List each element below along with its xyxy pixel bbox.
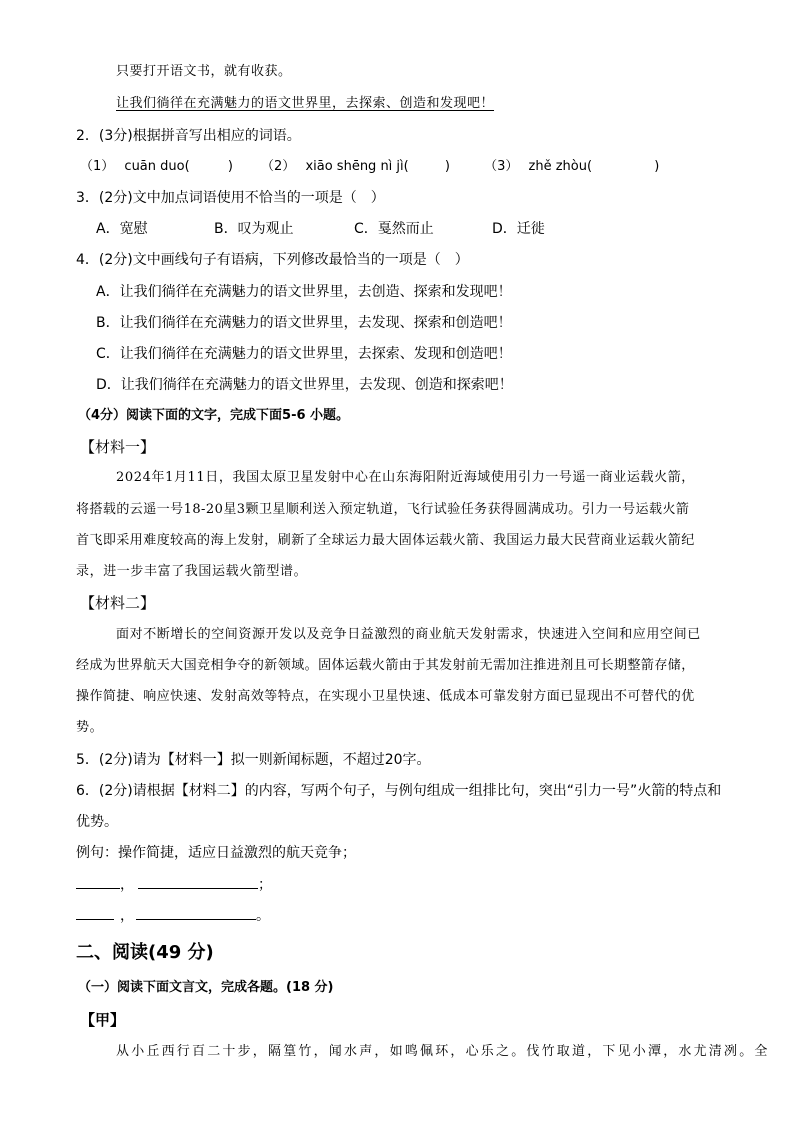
material-2-line: 经成为世界航天大国竞相争夺的新领域。固体运载火箭由于其发射前无需加注推进剂且可长期整箭存储， bbox=[76, 658, 695, 673]
q2-item-3-num: （3） bbox=[484, 159, 519, 174]
q3-option-d: D．迁徙 bbox=[492, 221, 545, 237]
question-2-items bbox=[80, 157, 659, 177]
answer-line-2 bbox=[76, 905, 270, 926]
q2-item-2-pinyin: xiāo shēng nì jì( bbox=[305, 159, 409, 174]
question-6-stem-cont: 优势。 bbox=[76, 814, 118, 830]
section-2-subtitle: （一）阅读下面文言文，完成各题。(18 分) bbox=[78, 980, 334, 995]
question-6-example: 例句：操作简捷，适应日益激烈的航天竞争； bbox=[76, 845, 356, 861]
answer-sep: ， bbox=[120, 908, 134, 924]
q2-item-1-close: ) bbox=[227, 159, 233, 174]
underlined-sentence: 让我们徜徉在充满魅力的语文世界里，去探索、创造和发现吧！ bbox=[116, 96, 495, 111]
answer-sep: ， bbox=[120, 877, 134, 893]
passage-jia-label: 【甲】 bbox=[80, 1011, 126, 1029]
q4-option-b: B．让我们徜徉在充满魅力的语文世界里，去发现、探索和创造吧！ bbox=[96, 315, 512, 331]
material-2-line: 面对不断增长的空间资源开发以及竞争日益激烈的商业航天发射需求，快速进入空间和应用空间已 bbox=[116, 627, 701, 642]
classical-text-line: 从小丘西行百二十步，隔篁竹，闻水声，如鸣佩环，心乐之。伐竹取道，下见小潭，水尤清冽。全 bbox=[116, 1044, 770, 1059]
passage-line: 只要打开语文书，就有收获。 bbox=[116, 64, 292, 79]
answer-blank-1b[interactable] bbox=[138, 874, 258, 889]
question-6-stem: 6．(2分)请根据【材料二】的内容，写两个句子，与例句组成一组排比句，突出“引力一号”火箭的特点和 bbox=[76, 783, 722, 799]
q2-item-2-num: （2） bbox=[261, 159, 296, 174]
material-2-line: 操作简捷、响应快速、发射高效等特点，在实现小卫星快速、低成本可靠发射方面已显现出不可替代的优 bbox=[76, 689, 695, 704]
q2-item-1-num: （1） bbox=[80, 159, 115, 174]
answer-line-1 bbox=[76, 874, 272, 895]
section-2-title: 二、阅读(49 分) bbox=[76, 942, 214, 963]
answer-end: ； bbox=[258, 877, 272, 893]
question-5-stem: 5．(2分)请为【材料一】拟一则新闻标题，不超过20字。 bbox=[76, 752, 431, 768]
question-2-stem: 2．(3分)根据拼音写出相应的词语。 bbox=[76, 128, 301, 144]
q3-option-c: C．戛然而止 bbox=[354, 221, 434, 237]
material-2-title: 【材料二】 bbox=[80, 594, 156, 612]
material-1-title: 【材料一】 bbox=[80, 438, 156, 456]
material-2-line: 势。 bbox=[76, 720, 104, 735]
answer-end: 。 bbox=[256, 908, 270, 924]
q4-option-d: D．让我们徜徉在充满魅力的语文世界里，去发现、创造和探索吧！ bbox=[96, 377, 513, 393]
q4-option-c: C．让我们徜徉在充满魅力的语文世界里，去探索、发现和创造吧！ bbox=[96, 346, 512, 362]
q2-item-3-close: ) bbox=[654, 159, 660, 174]
question-3-stem: 3．(2分)文中加点词语使用不恰当的一项是（ ） bbox=[76, 190, 385, 206]
q3-option-b: B．叹为观止 bbox=[214, 221, 294, 237]
answer-blank-2a[interactable] bbox=[76, 905, 114, 920]
q2-item-1-pinyin: cuān duo( bbox=[124, 159, 190, 174]
material-1-line: 录，进一步丰富了我国运载火箭型谱。 bbox=[76, 564, 308, 579]
answer-blank-1a[interactable] bbox=[76, 874, 120, 889]
question-4-stem: 4．(2分)文中画线句子有语病，下列修改最恰当的一项是（ ） bbox=[76, 252, 469, 268]
q3-option-a: A．宽慰 bbox=[96, 221, 148, 237]
material-1-line: 首飞即采用难度较高的海上发射，刷新了全球运力最大固体运载火箭、我国运力最大民营商业运载火箭纪 bbox=[76, 533, 695, 548]
q4-option-a: A．让我们徜徉在充满魅力的语文世界里，去创造、探索和发现吧！ bbox=[96, 284, 512, 300]
reading-intro: （4分）阅读下面的文字，完成下面5-6 小题。 bbox=[78, 408, 350, 423]
q2-item-2-close: ) bbox=[444, 159, 450, 174]
material-1-line: 将搭载的云遥一号18-20星3颗卫星顺利送入预定轨道，飞行试验任务获得圆满成功。引力一号运载火箭 bbox=[76, 502, 690, 517]
q2-item-3-pinyin: zhě zhòu( bbox=[528, 159, 593, 174]
answer-blank-2b[interactable] bbox=[136, 905, 256, 920]
material-1-line: 2024年1月11日，我国太原卫星发射中心在山东海阳附近海域使用引力一号遥一商业运载火箭， bbox=[116, 470, 695, 485]
